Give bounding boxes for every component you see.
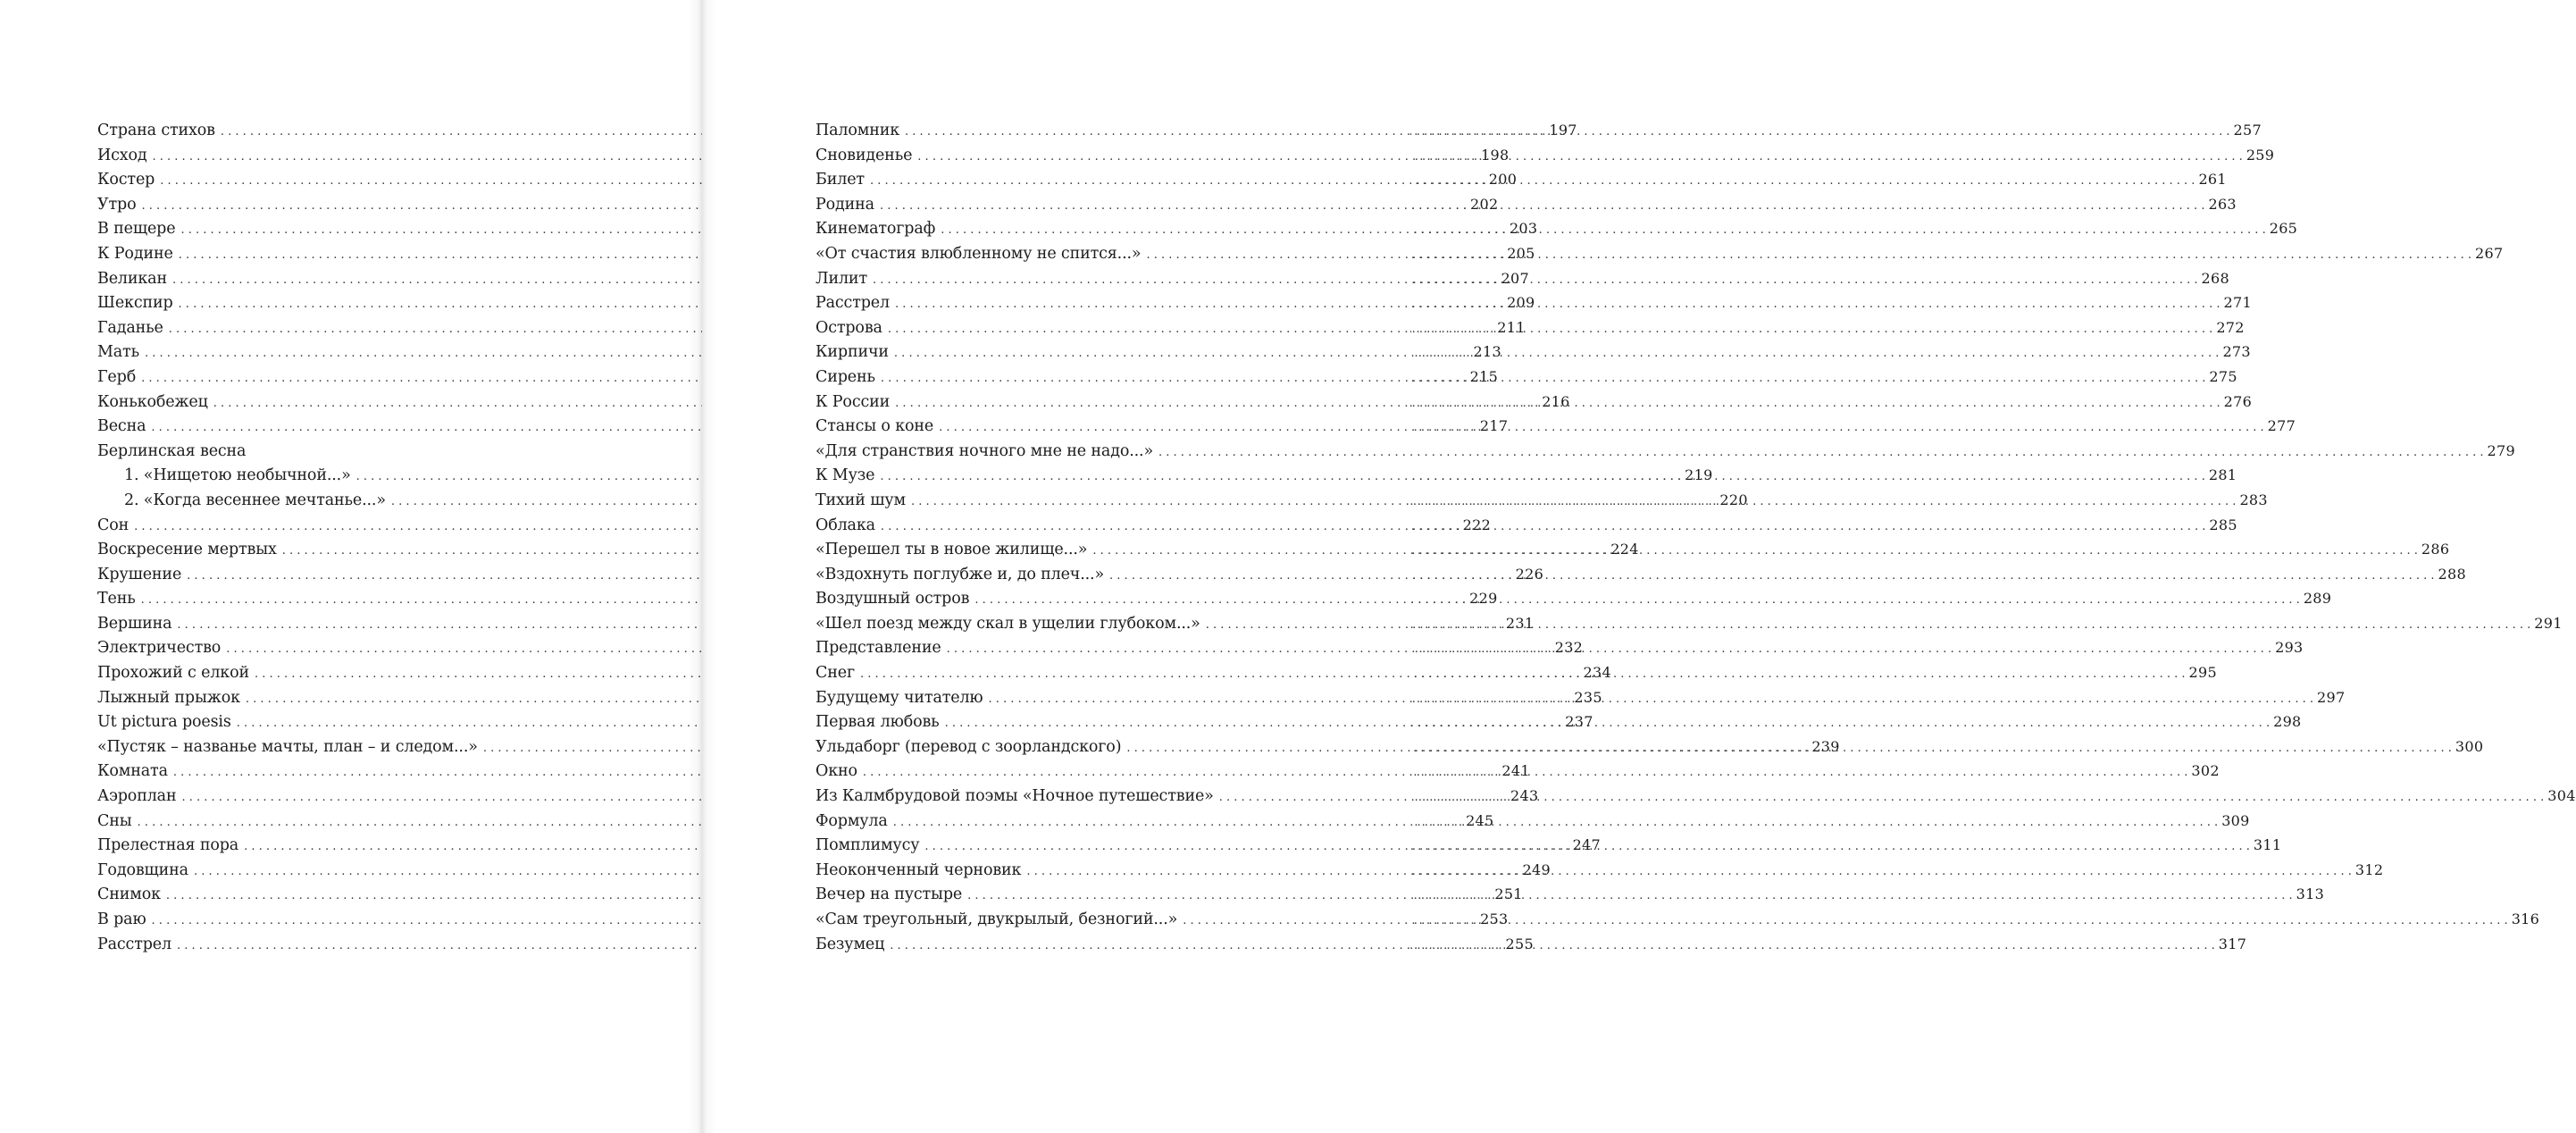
toc-title: Герб bbox=[97, 367, 137, 386]
toc-title: Из Калмбрудовой поэмы «Ночное путешествие» bbox=[815, 787, 1214, 806]
toc-title: Билет bbox=[815, 171, 865, 189]
toc-page-number: 300 bbox=[2455, 737, 2484, 755]
toc-title: Кирпичи bbox=[815, 343, 889, 362]
toc-title: Крушение bbox=[97, 565, 182, 583]
toc-title: Тихий шум bbox=[815, 491, 906, 509]
toc-title: «Шел поезд между скал в ущелии глубоком...» bbox=[815, 614, 1200, 633]
toc-title: «Для странствия ночного мне не надо...» bbox=[815, 441, 1154, 460]
toc-title: Исход bbox=[97, 146, 147, 164]
toc-title: Тень bbox=[97, 590, 136, 608]
toc-page-number: 209 bbox=[1507, 294, 1535, 312]
toc-page-number: 202 bbox=[1469, 195, 1499, 213]
toc-page-number: 251 bbox=[1494, 885, 1523, 903]
toc-page-number: 312 bbox=[2354, 860, 2384, 878]
toc-page-number: 289 bbox=[2303, 590, 2332, 608]
toc-page-number: 259 bbox=[2246, 146, 2275, 164]
toc-page-number: 247 bbox=[1572, 836, 1602, 854]
toc-page-number: 213 bbox=[1473, 343, 1501, 361]
toc-title: К России bbox=[815, 392, 891, 411]
toc-page-number: 226 bbox=[1515, 565, 1544, 583]
toc-title: Расстрел bbox=[97, 935, 171, 953]
toc-title: Аэроплан bbox=[97, 787, 177, 806]
dot-leader bbox=[1183, 914, 2508, 927]
toc-title: Костер bbox=[97, 171, 155, 189]
toc-page-number: 249 bbox=[1522, 860, 1551, 878]
toc-title: Окно bbox=[815, 762, 857, 781]
toc-page-number: 277 bbox=[2267, 417, 2296, 435]
toc-title: 1. «Нищетою необычной...» bbox=[124, 466, 351, 485]
dot-leader bbox=[939, 421, 2264, 434]
toc-page-number: 316 bbox=[2511, 911, 2540, 927]
toc-title: Лыжный прыжок bbox=[97, 688, 240, 707]
toc-title: Мать bbox=[97, 343, 139, 362]
toc-page-number: 207 bbox=[1501, 269, 1529, 287]
toc-title: Вечер на пустыре bbox=[815, 885, 963, 904]
dot-leader bbox=[1026, 865, 2352, 878]
toc-title: Конькобежец bbox=[97, 392, 208, 411]
toc-title: Утро bbox=[97, 195, 137, 214]
toc-group-heading bbox=[97, 442, 589, 467]
toc-title: Формула bbox=[815, 811, 888, 830]
toc-title: «Вздохнуть поглубже и, до плеч...» bbox=[815, 565, 1105, 583]
toc-page-number: 241 bbox=[1501, 762, 1530, 780]
toc-page-number: 219 bbox=[1685, 466, 1713, 484]
dot-leader bbox=[895, 298, 2221, 311]
toc-title: К Родине bbox=[97, 244, 173, 263]
dot-leader bbox=[881, 372, 2206, 385]
toc-page-number: 217 bbox=[1479, 417, 1509, 435]
toc-page-number: 220 bbox=[1719, 491, 1748, 508]
toc-page-number: 231 bbox=[1505, 614, 1535, 632]
toc-page-number: 311 bbox=[2253, 836, 2282, 854]
toc-page-number: 291 bbox=[2534, 614, 2563, 632]
dot-leader bbox=[911, 495, 2237, 508]
toc-page-number: 261 bbox=[2198, 171, 2227, 189]
toc-page-number: 222 bbox=[1462, 516, 1492, 533]
toc-page-number: 257 bbox=[2233, 122, 2262, 138]
toc-page-number: 243 bbox=[1510, 787, 1539, 805]
toc-page-number: 235 bbox=[1574, 688, 1602, 706]
dot-leader bbox=[974, 593, 2300, 607]
toc-page-number: 285 bbox=[2209, 516, 2237, 533]
dot-leader bbox=[888, 323, 2213, 336]
toc-title: Безумец bbox=[815, 935, 885, 953]
toc-page-number: 281 bbox=[2208, 466, 2237, 484]
toc-title: Вершина bbox=[97, 614, 172, 633]
dot-leader bbox=[905, 125, 2230, 138]
toc-title: Воскресение мертвых bbox=[97, 541, 277, 559]
dot-leader bbox=[941, 223, 2266, 237]
toc-page-number: 216 bbox=[1542, 392, 1570, 410]
toc-title: Острова bbox=[815, 318, 882, 337]
dot-leader bbox=[1219, 791, 2545, 804]
dot-leader bbox=[880, 199, 2205, 213]
dot-leader bbox=[924, 840, 2250, 853]
toc-title: В раю bbox=[97, 911, 146, 928]
dot-leader bbox=[895, 397, 2221, 410]
toc-page-number: 304 bbox=[2547, 787, 2576, 805]
dot-leader bbox=[870, 174, 2195, 188]
toc-page-number: 263 bbox=[2208, 195, 2237, 213]
dot-leader bbox=[890, 939, 2215, 953]
toc-page-number: 245 bbox=[1466, 811, 1494, 829]
toc-page-number: 267 bbox=[2475, 244, 2504, 262]
dot-leader bbox=[967, 889, 2293, 902]
toc-title: Гаданье bbox=[97, 318, 163, 337]
toc-title: Стансы о коне bbox=[815, 417, 934, 436]
toc-page-number: 317 bbox=[2218, 935, 2247, 953]
toc-page-number: 286 bbox=[2421, 541, 2450, 558]
toc-page-number: 265 bbox=[2269, 220, 2298, 238]
toc-page-number: 211 bbox=[1497, 318, 1526, 336]
toc-page-number: 293 bbox=[2275, 639, 2304, 657]
toc-title: Снимок bbox=[97, 885, 161, 904]
dot-leader bbox=[1092, 544, 2418, 558]
toc-title: Паломник bbox=[815, 122, 900, 139]
dot-leader bbox=[917, 150, 2243, 164]
toc-page-number: 198 bbox=[1481, 146, 1510, 164]
toc-title: Ульдаборг (перевод с зоорландского) bbox=[815, 737, 1122, 756]
toc-page-number: 205 bbox=[1507, 244, 1535, 262]
toc-page-number: 255 bbox=[1505, 935, 1534, 953]
toc-title: «От счастия влюбленному не спится...» bbox=[815, 244, 1142, 263]
toc-page-number: 302 bbox=[2191, 762, 2220, 780]
toc-page-number: 271 bbox=[2223, 294, 2252, 312]
toc-title: К Музе bbox=[815, 466, 875, 485]
toc-title: Сновиденье bbox=[815, 146, 913, 164]
toc-title: Страна стихов bbox=[97, 122, 215, 139]
toc-title: 2. «Когда весеннее мечтанье...» bbox=[124, 491, 386, 509]
toc-page-number: 313 bbox=[2296, 885, 2325, 903]
toc-title: Прохожий с елкой bbox=[97, 664, 249, 683]
toc-title: В пещере bbox=[97, 220, 176, 239]
toc-page-number: 232 bbox=[1554, 639, 1584, 657]
dot-leader bbox=[881, 520, 2206, 533]
toc-title: Неоконченный черновик bbox=[815, 860, 1022, 879]
toc-page-number: 224 bbox=[1610, 541, 1639, 558]
toc-page-number: 297 bbox=[2317, 688, 2346, 706]
toc-page-number: 295 bbox=[2188, 664, 2217, 682]
toc-page-number: 253 bbox=[1480, 911, 1509, 927]
dot-leader bbox=[860, 667, 2186, 681]
toc-title: Сон bbox=[97, 516, 130, 534]
toc-title: Будущему читателю bbox=[815, 688, 983, 707]
toc-page-number: 272 bbox=[2216, 318, 2245, 336]
toc-title: Воздушный остров bbox=[815, 590, 970, 608]
toc-page-number: 288 bbox=[2438, 565, 2466, 583]
dot-leader bbox=[1126, 742, 2452, 755]
dot-leader bbox=[873, 273, 2198, 287]
toc-title: Ut pictura poesis bbox=[97, 713, 231, 732]
toc-page-number: 203 bbox=[1509, 220, 1538, 238]
toc-page-number: 309 bbox=[2221, 811, 2250, 829]
dot-leader bbox=[989, 692, 2314, 706]
toc-title: Великан bbox=[97, 269, 167, 288]
toc-title: Шекспир bbox=[97, 294, 173, 313]
toc-title: Представление bbox=[815, 639, 941, 658]
toc-title: Электричество bbox=[97, 639, 222, 658]
toc-page-number: 200 bbox=[1488, 171, 1518, 189]
toc-page-number: 215 bbox=[1469, 367, 1499, 385]
toc-entry[interactable] bbox=[815, 441, 2515, 467]
toc-title: «Перешел ты в новое жилище...» bbox=[815, 541, 1088, 559]
toc-title: Годовщина bbox=[97, 860, 188, 879]
toc-page-number: 275 bbox=[2209, 367, 2237, 385]
toc-title: Первая любовь bbox=[815, 713, 940, 732]
toc-page-number: 298 bbox=[2273, 713, 2302, 731]
toc-title: Облака bbox=[815, 516, 875, 534]
toc-title: Родина bbox=[815, 195, 874, 214]
toc-title: Сирень bbox=[815, 367, 875, 386]
toc-page-number: 279 bbox=[2487, 441, 2515, 459]
dot-leader bbox=[1109, 569, 2435, 583]
toc-title: Весна bbox=[97, 417, 146, 436]
toc-title: Комната bbox=[97, 762, 168, 781]
toc-title: Помплимусу bbox=[815, 836, 920, 855]
toc-page-number: 268 bbox=[2201, 269, 2229, 287]
toc-title: «Сам треугольный, двукрылый, безногий...» bbox=[815, 911, 1178, 928]
dot-leader bbox=[893, 816, 2219, 829]
toc-page-number: 237 bbox=[1565, 713, 1593, 731]
dot-leader bbox=[945, 717, 2271, 730]
toc-title: Кинематограф bbox=[815, 220, 936, 239]
toc-title: Сны bbox=[97, 811, 132, 830]
dot-leader bbox=[1206, 618, 2531, 632]
dot-leader bbox=[863, 766, 2188, 779]
toc-title: Прелестная пора bbox=[97, 836, 239, 855]
dot-leader bbox=[880, 470, 2205, 483]
dot-leader bbox=[1146, 248, 2471, 262]
toc-page-number: 229 bbox=[1469, 590, 1498, 608]
dot-leader bbox=[1158, 446, 2484, 459]
dot-leader bbox=[894, 347, 2220, 360]
toc-title: Берлинская весна bbox=[97, 441, 247, 460]
toc-page-number: 283 bbox=[2239, 491, 2268, 508]
toc-page-number: 197 bbox=[1549, 122, 1577, 138]
toc-title: Лилит bbox=[815, 269, 867, 288]
toc-title: Расстрел bbox=[815, 294, 890, 313]
toc-title: «Пустяк – названье мачты, план – и следом...» bbox=[97, 737, 478, 756]
toc-page-number: 239 bbox=[1811, 737, 1840, 755]
toc-page-number: 234 bbox=[1583, 664, 1611, 682]
toc-page-number: 273 bbox=[2222, 343, 2251, 361]
toc-title: Снег bbox=[815, 664, 855, 683]
toc-page-number: 276 bbox=[2223, 392, 2253, 410]
dot-leader bbox=[947, 642, 2272, 656]
